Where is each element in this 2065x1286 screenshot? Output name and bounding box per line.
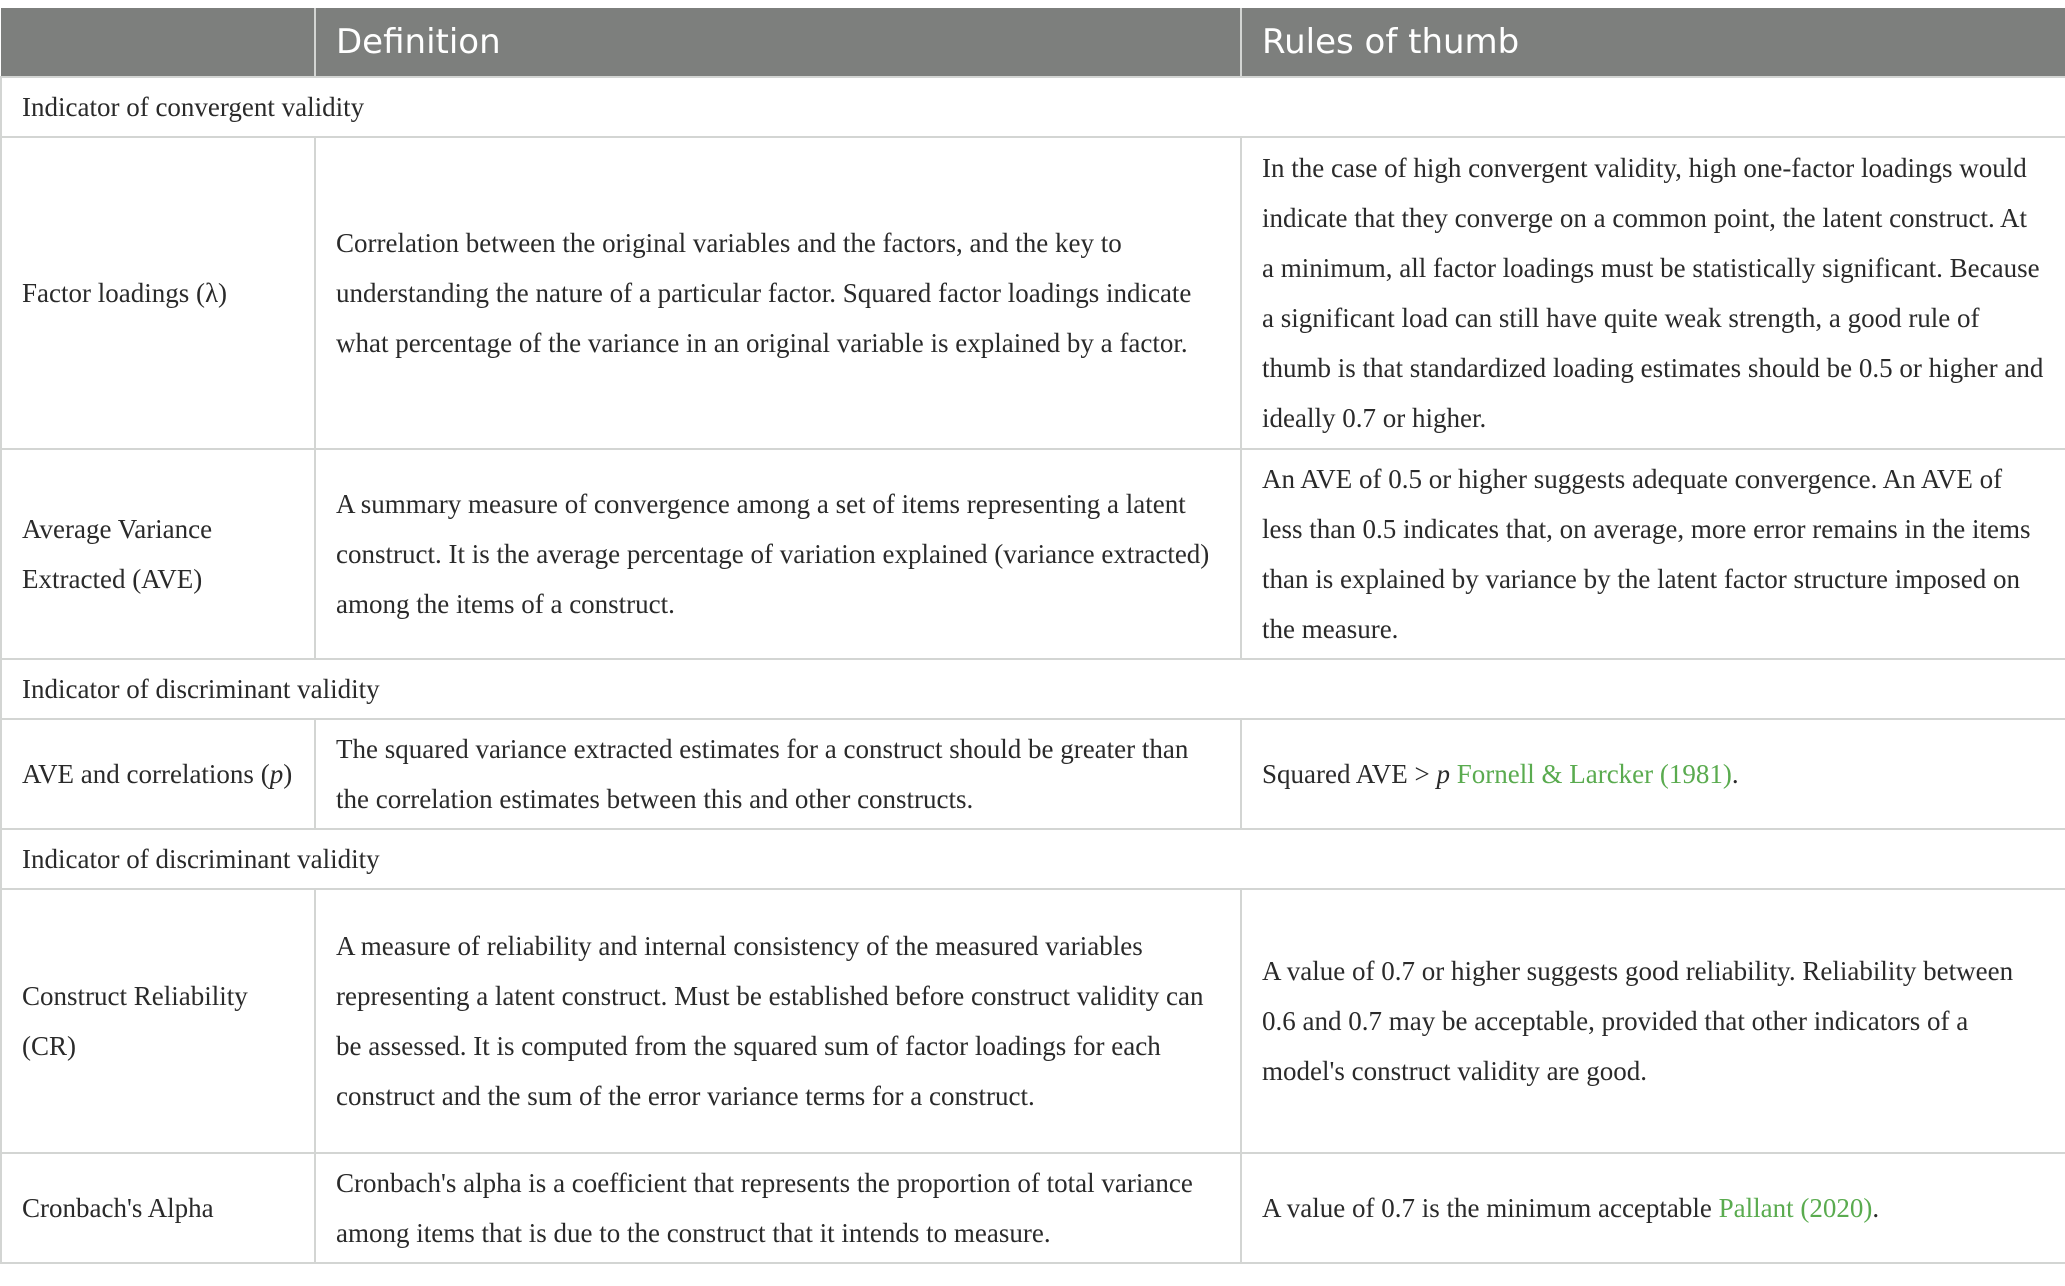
row-rule-factor-loadings: In the case of high convergent validity, high one-factor loadings would indicate that they converge on a common point, the latent construct. At a minimum, all factor loadings must be statistically significant. Because a significant load can still have quite weak strength, a good rule of thumb is that standardized loading estimates should be 0.5 or higher and ideally 0.7 or higher.: [1241, 137, 2065, 449]
row-name-ave-correlations: [1, 719, 315, 829]
section-discriminant-validity-2: Indicator of discriminant validity: [1, 829, 2065, 889]
p-symbol: p: [1436, 759, 1450, 789]
name-suffix: ): [283, 759, 293, 789]
rule-suffix: .: [1872, 1193, 1880, 1223]
header-row: [1, 8, 2065, 77]
rule-prefix: A value of 0.7 is the minimum acceptable: [1262, 1193, 1719, 1223]
header-definition: Definition: [315, 8, 1241, 77]
table-row: [1, 137, 2065, 449]
row-rule-ave: An AVE of 0.5 or higher suggests adequate convergence. An AVE of less than 0.5 indicates that, on average, more error remains in the items than is explained by variance by the latent factor structure imposed on the measure.: [1241, 449, 2065, 659]
row-definition-cronbach: Cronbach's alpha is a coefficient that represents the proportion of total variance among items that is due to the construct that it intends to measure.: [315, 1153, 1241, 1263]
row-name-cr: Construct Reliability (CR): [1, 889, 315, 1153]
rule-suffix: .: [1731, 759, 1739, 789]
row-name-factor-loadings: Factor loadings (λ): [1, 137, 315, 449]
row-name-cronbach: Cronbach's Alpha: [1, 1153, 315, 1263]
section-row: [1, 829, 2065, 889]
validity-table: [0, 8, 2065, 1264]
header-blank: [1, 8, 315, 77]
table-row: [1, 889, 2065, 1153]
section-convergent-validity: Indicator of convergent validity: [1, 77, 2065, 137]
row-definition-ave-correlations: The squared variance extracted estimates for a construct should be greater than the correlation estimates between this and other constructs.: [315, 719, 1241, 829]
citation-link-fornell-larcker[interactable]: Fornell & Larcker (1981): [1456, 759, 1732, 789]
section-row: [1, 659, 2065, 719]
table-row: [1, 1153, 2065, 1263]
row-rule-cr: A value of 0.7 or higher suggests good reliability. Reliability between 0.6 and 0.7 may be acceptable, provided that other indicators of a model's construct validity are good.: [1241, 889, 2065, 1153]
name-prefix: AVE and correlations (: [22, 759, 270, 789]
table-row: [1, 719, 2065, 829]
rule-prefix: Squared AVE >: [1262, 759, 1437, 789]
row-rule-cronbach: [1241, 1153, 2065, 1263]
section-row: [1, 77, 2065, 137]
row-definition-ave: A summary measure of convergence among a set of items representing a latent construct. It is the average percentage of variation explained (variance extracted) among the items of a construct.: [315, 449, 1241, 659]
header-rules-of-thumb: Rules of thumb: [1241, 8, 2065, 77]
section-discriminant-validity: Indicator of discriminant validity: [1, 659, 2065, 719]
row-name-ave: Average Variance Extracted (AVE): [1, 449, 315, 659]
citation-link-pallant[interactable]: Pallant (2020): [1718, 1193, 1873, 1223]
table-row: [1, 449, 2065, 659]
row-definition-cr: A measure of reliability and internal consistency of the measured variables representing a latent construct. Must be established before construct validity can be assessed. It is computed from the squared sum of factor loadings for each construct and the sum of the error variance terms for a construct.: [315, 889, 1241, 1153]
p-symbol: p: [269, 759, 284, 789]
row-rule-ave-correlations: [1241, 719, 2065, 829]
row-definition-factor-loadings: Correlation between the original variables and the factors, and the key to understanding the nature of a particular factor. Squared factor loadings indicate what percentage of the variance in an original variable is explained by a factor.: [315, 137, 1241, 449]
